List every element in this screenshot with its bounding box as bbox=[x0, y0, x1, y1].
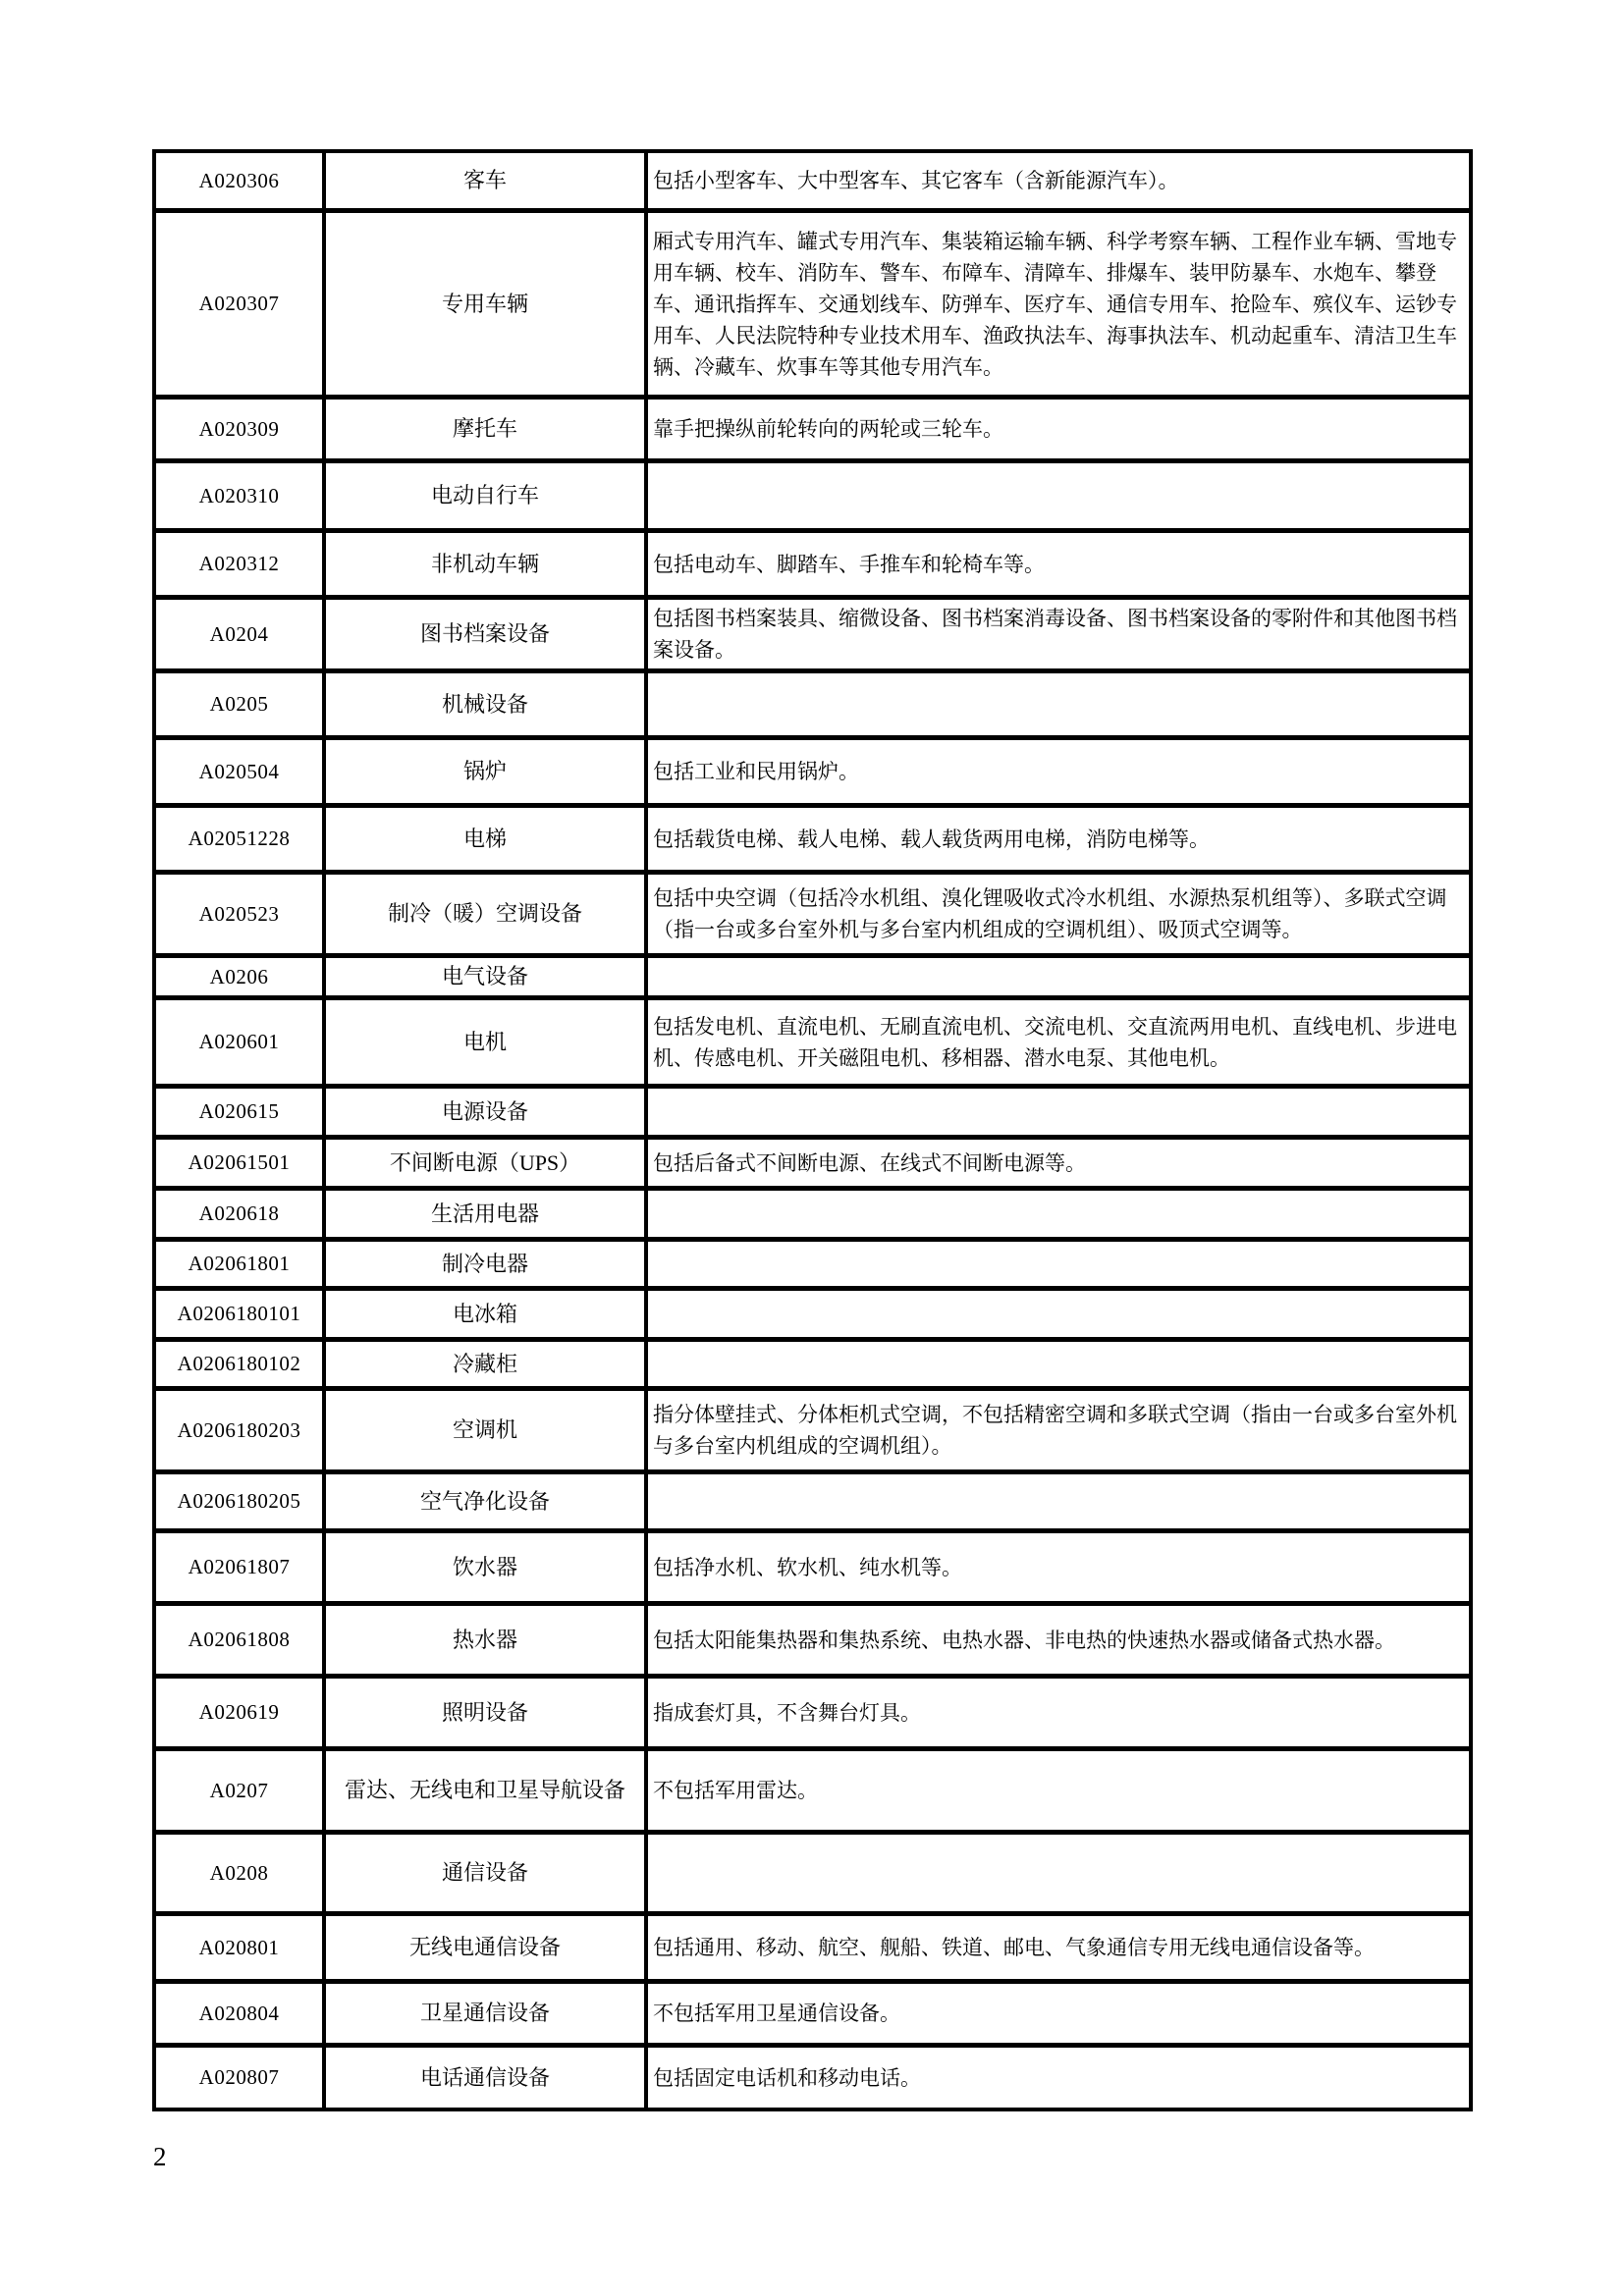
name-cell: 客车 bbox=[322, 153, 648, 208]
code-cell: A020312 bbox=[198, 552, 280, 575]
code-cell: A0208 bbox=[209, 1860, 269, 1885]
description-cell: 不包括军用卫星通信设备。 bbox=[653, 2002, 900, 2025]
code-cell: A0204 bbox=[209, 621, 269, 646]
description-cell: 指成套灯具，不含舞台灯具。 bbox=[653, 1700, 921, 1725]
description-cell bbox=[648, 463, 1469, 528]
description-cell bbox=[648, 673, 1469, 735]
table-row bbox=[156, 735, 1469, 803]
code-cell: A0206180102 bbox=[177, 1352, 301, 1375]
description-cell: 包括后备式不间断电源、在线式不间断电源等。 bbox=[653, 1150, 1086, 1175]
code-cell: A020306 bbox=[198, 168, 280, 192]
code-cell: A020309 bbox=[198, 416, 280, 441]
name-cell: 生活用电器 bbox=[322, 1191, 648, 1237]
description-cell: 包括工业和民用锅炉。 bbox=[653, 760, 859, 783]
description-cell: 不包括军用雷达。 bbox=[653, 1779, 818, 1802]
name-cell: 专用车辆 bbox=[322, 213, 648, 395]
code-cell: A02061501 bbox=[188, 1150, 291, 1174]
description-cell: 包括中央空调（包括冷水机组、溴化锂吸收式冷水机组、水源热泵机组等）、多联式空调（指一台或多台室外机与多台室内机组成的空调机组）、吸顶式空调等。 bbox=[653, 886, 1447, 941]
code-cell: A02061801 bbox=[188, 1252, 291, 1275]
table-row bbox=[156, 153, 1469, 208]
table-row bbox=[156, 1469, 1469, 1528]
name-cell: 电冰箱 bbox=[322, 1291, 648, 1337]
table-row bbox=[156, 1337, 1469, 1386]
table-row bbox=[156, 870, 1469, 953]
code-cell: A0205 bbox=[209, 692, 269, 716]
description-cell bbox=[648, 1089, 1469, 1135]
table-row bbox=[156, 1135, 1469, 1186]
table-row bbox=[156, 995, 1469, 1084]
table-row bbox=[156, 1286, 1469, 1337]
description-cell: 包括发电机、直流电机、无刷直流电机、交流电机、交直流两用电机、直线电机、步进电机、传感电机、开关磁阻电机、移相器、潜水电泵、其他电机。 bbox=[653, 1014, 1457, 1070]
table-row bbox=[156, 668, 1469, 735]
code-cell: A020310 bbox=[198, 483, 280, 507]
name-cell: 无线电通信设备 bbox=[322, 1916, 648, 1979]
code-cell: A020804 bbox=[198, 2001, 280, 2025]
code-cell: A020307 bbox=[198, 292, 280, 315]
name-cell: 卫星通信设备 bbox=[322, 1984, 648, 2043]
code-cell: A020601 bbox=[198, 1030, 280, 1053]
code-cell: A02061808 bbox=[188, 1628, 291, 1651]
name-cell: 照明设备 bbox=[322, 1679, 648, 1746]
table-row bbox=[156, 395, 1469, 458]
table-row bbox=[156, 458, 1469, 528]
table-row bbox=[156, 2043, 1469, 2108]
code-cell: A0206180205 bbox=[177, 1489, 301, 1513]
table-row bbox=[156, 1746, 1469, 1830]
name-cell: 通信设备 bbox=[322, 1835, 648, 1911]
name-cell: 电源设备 bbox=[322, 1089, 648, 1135]
description-cell bbox=[648, 1342, 1469, 1386]
name-cell: 空气净化设备 bbox=[322, 1474, 648, 1528]
table-row bbox=[156, 1601, 1469, 1674]
name-cell: 非机动车辆 bbox=[322, 533, 648, 595]
code-cell: A020619 bbox=[198, 1700, 280, 1724]
name-cell: 锅炉 bbox=[322, 740, 648, 803]
description-cell: 厢式专用汽车、罐式专用汽车、集装箱运输车辆、科学考察车辆、工程作业车辆、雪地专用车辆、校车、消防车、警车、布障车、清障车、排爆车、装甲防暴车、水炮车、攀登车、通讯指挥车、交通划线车、防弹车、医疗车、通信专用车、抢险车、殡仪车、运钞专用车、人民法院特种专业技术用车、渔政执法车、海事执法车、机动起重车、清洁卫生车辆、冷藏车、炊事车等其他专用汽车。 bbox=[653, 229, 1457, 379]
name-cell: 电动自行车 bbox=[322, 463, 648, 528]
description-cell bbox=[648, 1291, 1469, 1337]
name-cell: 摩托车 bbox=[322, 400, 648, 458]
description-cell: 包括载货电梯、载人电梯、载人载货两用电梯，消防电梯等。 bbox=[653, 827, 1210, 851]
table-row bbox=[156, 1830, 1469, 1911]
name-cell: 不间断电源（UPS） bbox=[322, 1140, 648, 1186]
table-row bbox=[156, 1186, 1469, 1237]
name-cell: 电机 bbox=[322, 1000, 648, 1084]
table-row bbox=[156, 208, 1469, 395]
code-cell: A020504 bbox=[198, 759, 280, 783]
description-cell bbox=[648, 958, 1469, 995]
code-cell: A020523 bbox=[198, 901, 280, 926]
table-row bbox=[156, 953, 1469, 995]
description-cell bbox=[648, 1474, 1469, 1528]
table-row bbox=[156, 528, 1469, 595]
code-cell: A02051228 bbox=[188, 827, 291, 850]
description-cell: 包括电动车、脚踏车、手推车和轮椅车等。 bbox=[653, 552, 1045, 576]
name-cell: 饮水器 bbox=[322, 1533, 648, 1601]
description-cell: 包括净水机、软水机、纯水机等。 bbox=[653, 1555, 962, 1579]
description-cell: 包括图书档案装具、缩微设备、图书档案消毒设备、图书档案设备的零附件和其他图书档案设备。 bbox=[653, 607, 1457, 662]
name-cell: 图书档案设备 bbox=[322, 600, 648, 668]
description-cell: 指分体壁挂式、分体柜机式空调，不包括精密空调和多联式空调（指由一台或多台室外机与多台室内机组成的空调机组）。 bbox=[653, 1403, 1457, 1458]
name-cell: 热水器 bbox=[322, 1606, 648, 1674]
code-cell: A0206180101 bbox=[177, 1302, 301, 1325]
table-row bbox=[156, 1084, 1469, 1135]
page-number: 2 bbox=[153, 2142, 167, 2171]
code-cell: A0206180203 bbox=[177, 1417, 301, 1442]
description-cell: 包括通用、移动、航空、舰船、铁道、邮电、气象通信专用无线电通信设备等。 bbox=[653, 1936, 1375, 1959]
code-cell: A020801 bbox=[198, 1935, 280, 1959]
code-cell: A0207 bbox=[209, 1778, 269, 1802]
code-cell: A02061807 bbox=[188, 1555, 291, 1578]
classification-table bbox=[152, 149, 1473, 2111]
description-cell: 靠手把操纵前轮转向的两轮或三轮车。 bbox=[653, 417, 1003, 441]
table-row bbox=[156, 1979, 1469, 2043]
name-cell: 制冷（暖）空调设备 bbox=[322, 875, 648, 953]
name-cell: 冷藏柜 bbox=[322, 1342, 648, 1386]
table-row bbox=[156, 595, 1469, 668]
table-row bbox=[156, 1528, 1469, 1601]
name-cell: 制冷电器 bbox=[322, 1242, 648, 1286]
table-row bbox=[156, 1911, 1469, 1979]
name-cell: 空调机 bbox=[322, 1391, 648, 1469]
name-cell: 电梯 bbox=[322, 808, 648, 870]
name-cell: 电话通信设备 bbox=[322, 2048, 648, 2108]
code-cell: A020615 bbox=[198, 1099, 280, 1123]
table-row bbox=[156, 1237, 1469, 1286]
name-cell: 雷达、无线电和卫星导航设备 bbox=[322, 1751, 648, 1830]
description-cell: 包括固定电话机和移动电话。 bbox=[653, 2065, 921, 2090]
name-cell: 电气设备 bbox=[322, 958, 648, 995]
code-cell: A0206 bbox=[209, 964, 269, 988]
table-row bbox=[156, 1674, 1469, 1746]
description-cell: 包括太阳能集热器和集热系统、电热水器、非电热的快速热水器或储备式热水器。 bbox=[653, 1628, 1395, 1652]
description-cell bbox=[648, 1835, 1469, 1911]
code-cell: A020807 bbox=[198, 2065, 280, 2089]
description-cell: 包括小型客车、大中型客车、其它客车（含新能源汽车）。 bbox=[653, 169, 1179, 192]
description-cell bbox=[648, 1191, 1469, 1237]
table-row bbox=[156, 803, 1469, 870]
name-cell: 机械设备 bbox=[322, 673, 648, 735]
code-cell: A020618 bbox=[198, 1201, 280, 1225]
description-cell bbox=[648, 1242, 1469, 1286]
table-row bbox=[156, 1386, 1469, 1469]
